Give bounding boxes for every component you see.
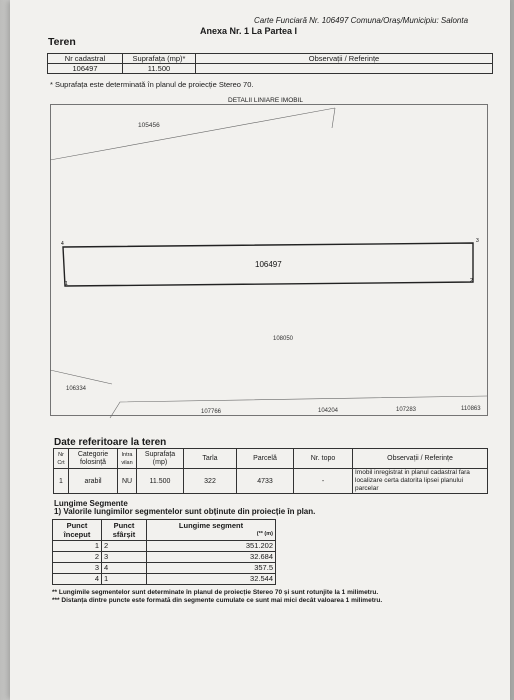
label-106334: 106334 [66, 386, 87, 392]
segment-col-end: Punct sfârșit [102, 520, 147, 541]
segment-row [53, 552, 276, 563]
label-106497: 106497 [255, 260, 282, 269]
date-col-nrcrt: Nr Crt [54, 449, 69, 469]
segment-end: 1 [102, 574, 147, 585]
date-suprafata-value: 11.500 [137, 469, 184, 494]
date-col-nrtopo: Nr. topo [294, 449, 353, 469]
point-2: 2 [470, 278, 473, 284]
teren-table [47, 53, 493, 74]
footnote-distance: *** Distanța dintre puncte este formată din segmente cumulate ce sunt mai mici decât valoarea 1 milimetru. [52, 597, 383, 604]
segment-col-start: Punct început [53, 520, 102, 541]
teren-observatii-value [196, 64, 493, 74]
registry-header: Carte Funciară Nr. 106497 Comuna/Oraș/Municipiu: Salonta [254, 16, 469, 25]
teren-title: Teren [48, 36, 76, 48]
segment-start: 4 [53, 574, 102, 585]
neighbour-boundary-top [50, 108, 335, 160]
date-intravilan-value: NU [118, 469, 137, 494]
date-nrcrt-value: 1 [54, 469, 69, 494]
segment-col-length-label: Lungime segment [178, 521, 244, 530]
segment-col-length-unit: (** (m) [256, 531, 273, 537]
segment-start: 1 [53, 541, 102, 552]
teren-header-row [48, 54, 493, 64]
annex-title: Anexa Nr. 1 La Partea I [200, 26, 298, 36]
neighbour-boundary-left [50, 370, 112, 384]
date-data-row [54, 469, 488, 494]
segment-row [53, 574, 276, 585]
date-observatii-value: Imobil inregistrat in planul cadastral fara localizare certa datorita lipsei planului parcelar [353, 469, 488, 494]
neighbour-boundary-tick [332, 108, 335, 128]
teren-cadastral-value: 106497 [48, 64, 123, 74]
neighbour-boundary-bottom [110, 396, 487, 418]
date-categorie-value: arabil [69, 469, 118, 494]
date-parcela-value: 4733 [237, 469, 294, 494]
map-title: DETALII LINIARE IMOBIL [228, 97, 304, 104]
label-107766: 107766 [201, 409, 222, 415]
date-col-suprafata: Suprafața (mp) [137, 449, 184, 469]
date-col-intravilan: Intra vilan [118, 449, 137, 469]
segment-header-row [53, 520, 276, 541]
parcel-map [50, 100, 490, 420]
point-1: 1 [65, 281, 68, 287]
segment-length: 32.684 [147, 552, 276, 563]
date-col-tarla: Tarla [184, 449, 237, 469]
label-104204: 104204 [318, 408, 339, 414]
date-teren-table [53, 448, 488, 494]
teren-col-suprafata: Suprafața (mp)* [123, 54, 196, 64]
segment-length: 357.5 [147, 563, 276, 574]
segment-row [53, 563, 276, 574]
lungime-title: Lungime Segmente [54, 499, 128, 508]
teren-col-cadastral: Nr cadastral [48, 54, 123, 64]
point-4: 4 [61, 241, 64, 247]
label-108050: 108050 [273, 336, 294, 342]
segment-table [52, 519, 276, 585]
segment-col-length [147, 520, 276, 541]
teren-data-row [48, 64, 493, 74]
segment-row [53, 541, 276, 552]
segment-length: 351.202 [147, 541, 276, 552]
date-header-row [54, 449, 488, 469]
label-107283: 107283 [396, 407, 417, 413]
segment-start: 3 [53, 563, 102, 574]
date-col-observatii: Observații / Referințe [353, 449, 488, 469]
date-tarla-value: 322 [184, 469, 237, 494]
label-105456: 105456 [138, 122, 160, 129]
date-nrtopo-value: - [294, 469, 353, 494]
segment-start: 2 [53, 552, 102, 563]
segment-length: 32.544 [147, 574, 276, 585]
point-3: 3 [476, 238, 479, 244]
teren-suprafata-value: 11.500 [123, 64, 196, 74]
segment-end: 2 [102, 541, 147, 552]
label-110863: 110863 [461, 406, 481, 412]
date-col-categorie: Categorie folosință [69, 449, 118, 469]
date-teren-title: Date referitoare la teren [54, 437, 167, 448]
teren-col-observatii: Observații / Referințe [196, 54, 493, 64]
segment-end: 4 [102, 563, 147, 574]
footnote-lengths: ** Lungimile segmentelor sunt determinate în planul de proiecție Stereo 70 și sunt rotunjite la 1 milimetru. [52, 589, 379, 596]
date-col-parcela: Parcelă [237, 449, 294, 469]
segment-end: 3 [102, 552, 147, 563]
teren-note: * Suprafața este determinată în planul de proiecție Stereo 70. [50, 80, 254, 89]
lungime-subtitle: 1) Valorile lungimilor segmentelor sunt obținute din proiecție în plan. [54, 507, 316, 516]
